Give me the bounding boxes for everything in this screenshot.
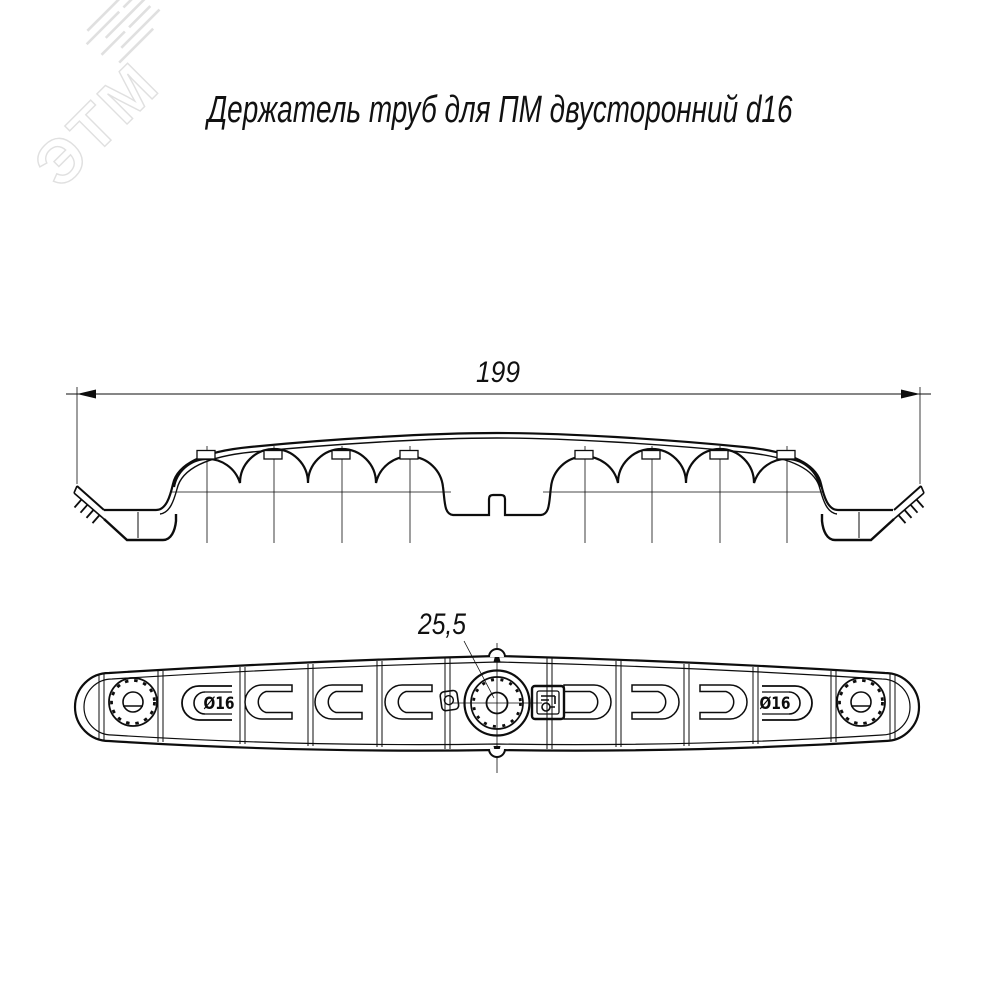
mold-mark-icon	[440, 690, 459, 711]
d16-slot-left	[182, 686, 235, 720]
gear-circle-left	[109, 678, 157, 726]
watermark-brand-text: ЭТМ	[21, 48, 174, 201]
right-foot	[822, 486, 924, 540]
pipe-slot	[315, 685, 362, 719]
pipe-slot	[632, 685, 679, 719]
arrowhead-right-icon	[901, 390, 920, 399]
pipe-slot	[700, 685, 747, 719]
dimension-width-label: 25,5	[417, 608, 467, 641]
dimension-center-width	[417, 608, 500, 773]
dimension-length-label: 199	[476, 356, 521, 389]
pipe-slot	[564, 685, 611, 719]
pipe-slot	[245, 685, 292, 719]
pipe-slot	[385, 685, 432, 719]
d16-label-left: Ø16	[203, 694, 235, 714]
side-view	[74, 433, 924, 543]
d16-slot-right	[760, 686, 813, 720]
d16-label-right: Ø16	[759, 694, 791, 714]
logo-stamp-icon	[532, 686, 564, 719]
arrowhead-left-icon	[77, 390, 96, 399]
page-title: Держатель труб для ПМ двусторонний d16	[204, 89, 794, 131]
dimension-overall-length	[66, 356, 931, 484]
left-foot	[74, 486, 176, 540]
gear-circle-right	[837, 678, 885, 726]
